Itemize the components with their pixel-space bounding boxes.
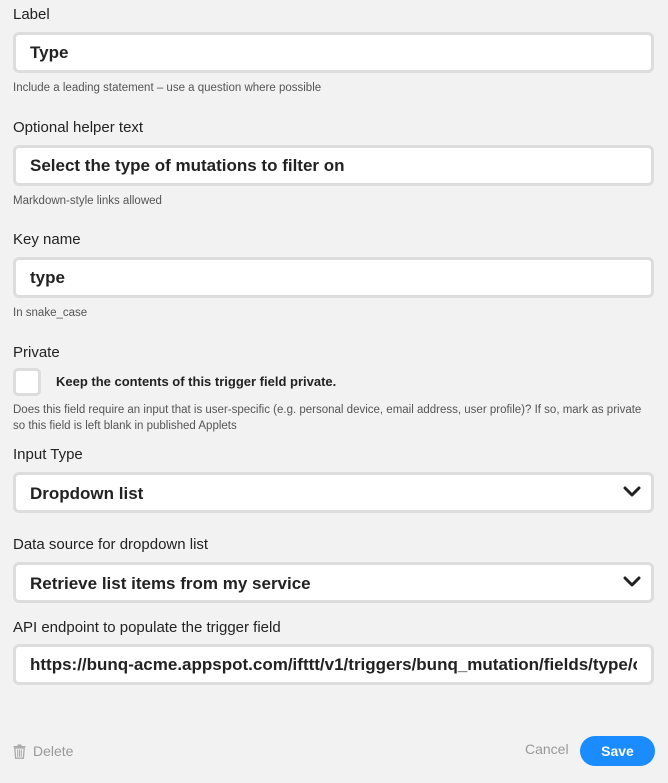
cancel-button[interactable]: Cancel	[525, 741, 569, 757]
label-field-label: Label	[13, 6, 50, 23]
private-field-label: Private	[13, 344, 60, 361]
delete-button[interactable]	[13, 742, 73, 760]
label-helper-text: Include a leading statement – use a question where possible	[13, 82, 322, 94]
key-name-input[interactable]	[13, 257, 654, 298]
chevron-down-icon	[623, 575, 641, 589]
trash-icon	[13, 744, 26, 759]
data-source-select[interactable]	[13, 562, 654, 603]
private-checkbox-label[interactable]: Keep the contents of this trigger field private.	[56, 374, 337, 389]
label-input[interactable]	[13, 32, 654, 73]
helper-text-helper: Markdown-style links allowed	[13, 195, 162, 207]
delete-label: Delete	[33, 743, 74, 759]
key-name-field-label: Key name	[13, 231, 81, 248]
private-checkbox[interactable]	[13, 368, 41, 396]
data-source-field-label: Data source for dropdown list	[13, 536, 209, 553]
data-source-selected-value: Retrieve list items from my service	[30, 574, 311, 593]
api-endpoint-input[interactable]	[13, 644, 654, 685]
input-type-selected-value: Dropdown list	[30, 484, 144, 503]
chevron-down-icon	[623, 485, 641, 499]
private-helper: Does this field require an input that is user-specific (e.g. personal device, email address, user profile)? If so, mark as private so this field is left blank in published Applets	[13, 404, 642, 432]
save-button[interactable]: Save	[580, 736, 655, 766]
input-type-field-label: Input Type	[13, 446, 83, 463]
input-type-select[interactable]	[13, 472, 654, 513]
key-name-helper: In snake_case	[13, 307, 88, 319]
helper-text-field-label: Optional helper text	[13, 119, 144, 136]
api-endpoint-field-label: API endpoint to populate the trigger field	[13, 619, 281, 636]
helper-text-input[interactable]	[13, 145, 654, 186]
